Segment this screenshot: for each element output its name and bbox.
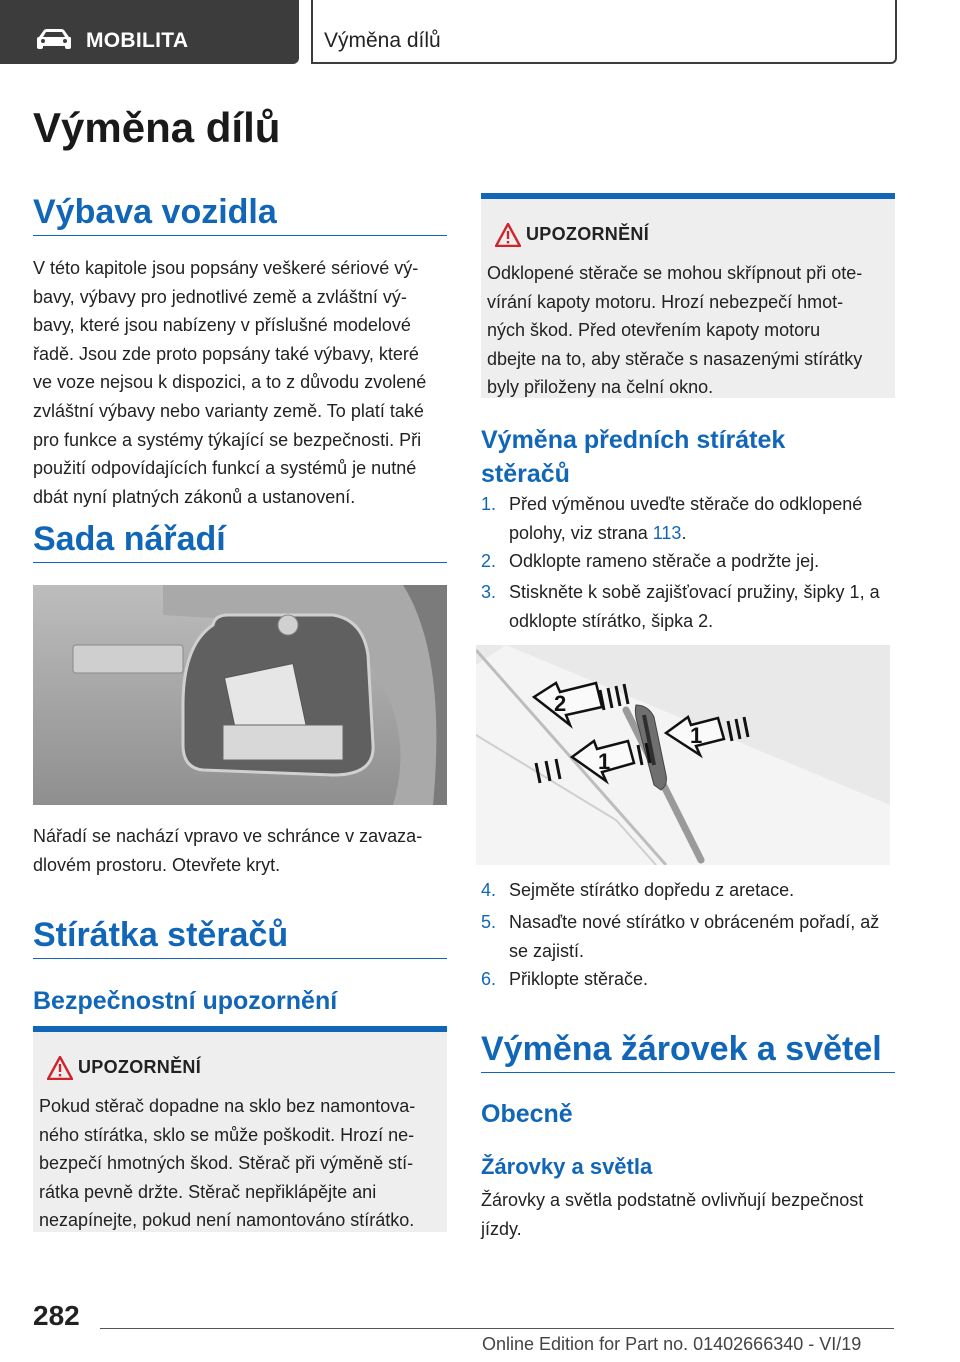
heading-rule: [481, 1072, 895, 1073]
heading-sada: Sada nářadí: [33, 520, 226, 558]
warning-text: Pokud stěrač dopadne na sklo bez namontova- ného stírátka, sklo se může poškodit. Hrozí ne- bezpečí hmotných škod. Stěrač při výměně stí- rátka pevně držte. Stěrač nepřiklápějte ani nezapínejte, pokud není namontováno stírátko.: [39, 1096, 416, 1231]
footer-rule: [100, 1328, 894, 1329]
wiper-diagram: [476, 645, 890, 865]
heading-stiratka: Stírátka stěračů: [33, 916, 289, 954]
section-tab-label: MOBILITA: [86, 29, 189, 52]
warning-box: [33, 1026, 447, 1232]
paragraph-lights: Žárovky a světla podstatně ovlivňují bezpečnost jízdy.: [481, 1190, 864, 1239]
arrow-label: 2: [554, 691, 567, 716]
page-header-title: Výměna dílů: [324, 29, 441, 52]
warning-text: Odklopené stěrače se mohou skřípnout při ote- vírání kapoty motoru. Hrozí nebezpečí hmot- ných škod. Před otevřením kapoty motoru dbejte na to, aby stěrače s nasazenými stírátky byly přiloženy na čelní okno.: [487, 263, 863, 398]
heading-rule: [33, 235, 447, 236]
heading-rule: [33, 958, 447, 959]
footer-edition: Online Edition for Part no. 01402666340 - VI/19: [482, 1334, 862, 1354]
paragraph-vybava: V této kapitole jsou popsány veškeré sériové vý- bavy, výbavy pro jednotlivé země a zvláštní vý- bavy, které jsou nabízeny v příslušné modelové řadě. Jsou zde proto popsány také výbavy, které ve voze nejsou k dispozici, a to z důvodu zvolené zvláštní výbavy nebo varianty země. To platí také pro funkce a systémy týkající se bezpečnosti. Při použití odpovídajících funkcí a systémů je nutné dbát nyní platných zákonů a ustanovení.: [33, 258, 427, 507]
paragraph-sada: Nářadí se nachází vpravo ve schránce v zavaza- dlovém prostoru. Otevřete kryt.: [33, 826, 423, 875]
arrow-label: 1: [598, 749, 611, 774]
warning-triangle-icon: [495, 223, 521, 247]
heading-lights: Výměna žárovek a světel: [481, 1030, 882, 1068]
arrow-label: 1: [690, 723, 703, 748]
heading-vybava: Výbava vozidla: [33, 193, 277, 231]
heading-front-wipers: Výměna předních stírátek stěračů: [481, 426, 786, 488]
warning-box: [481, 193, 895, 398]
tool-kit-photo: [33, 585, 447, 805]
warning-triangle-icon: [47, 1056, 73, 1080]
subheading-bulbs: Žárovky a světla: [481, 1154, 653, 1179]
warning-title: UPOZORNĚNÍ: [78, 1057, 202, 1077]
page-number: 282: [33, 1300, 80, 1331]
subheading-safety: Bezpečnostní upozornění: [33, 987, 338, 1015]
page-title: Výměna dílů: [33, 104, 281, 151]
car-icon: [36, 27, 72, 51]
heading-rule: [33, 562, 447, 563]
page-link[interactable]: 113: [652, 522, 682, 543]
warning-title: UPOZORNĚNÍ: [526, 224, 650, 244]
subheading-general: Obecně: [481, 1100, 573, 1128]
